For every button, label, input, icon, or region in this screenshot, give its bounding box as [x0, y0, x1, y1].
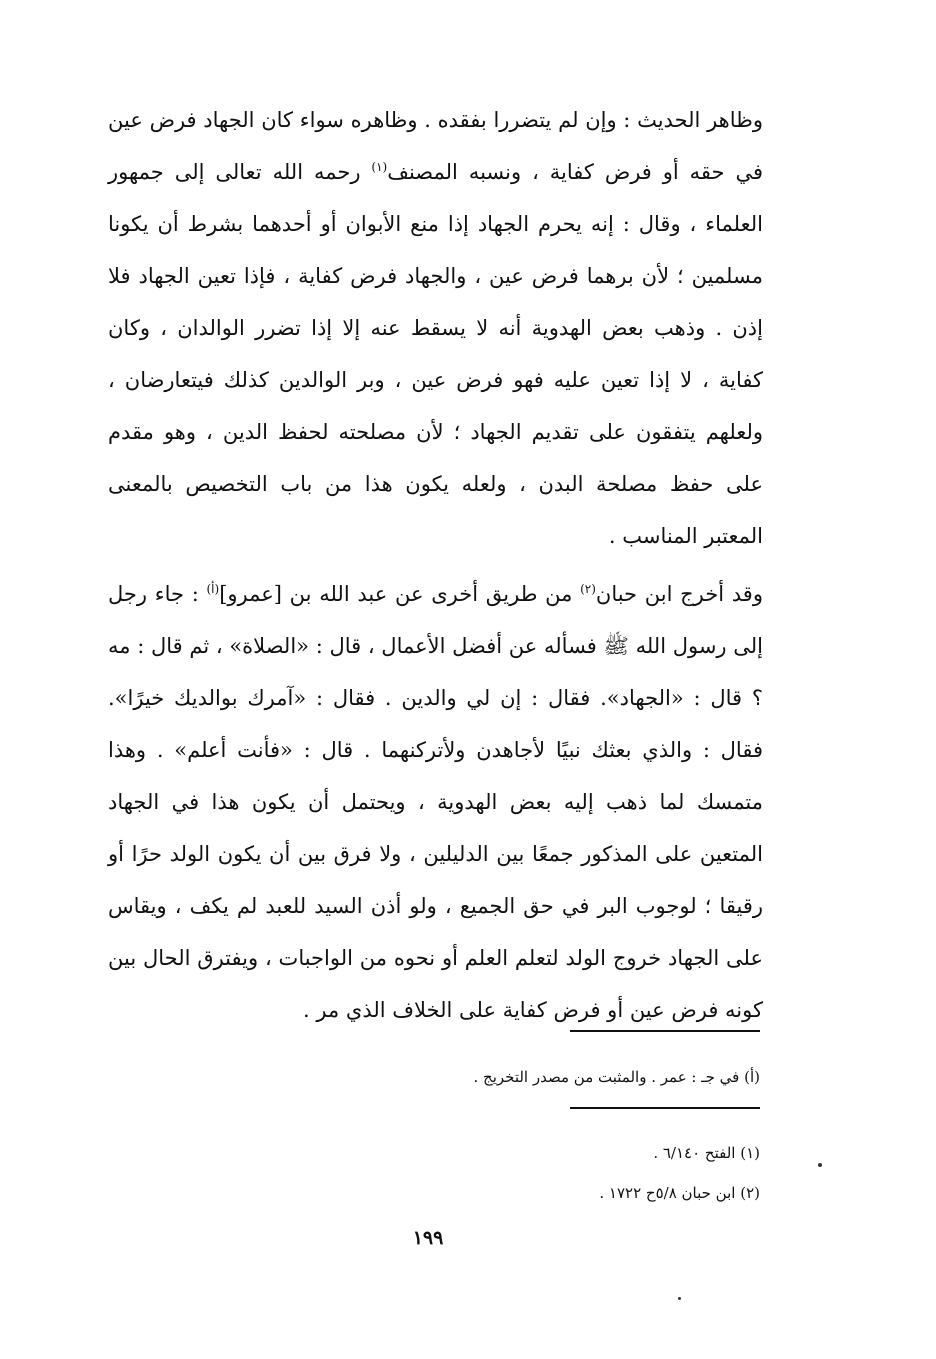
footnote-2: (٢) ابن حبان ٥/٨ح ١٧٢٢ .	[599, 1184, 760, 1202]
paragraph-1	[108, 94, 763, 562]
paragraph-2	[108, 568, 763, 1036]
paragraph-1-text-cont: رحمه الله تعالى إلى جمهور العلماء ، وقال : إنه يحرم الجهاد إذا منع الأبوان أو أحدهما بشرط أن يكونا مسلمين ؛ لأن برهما فرض عين ، والجهاد فرض كفاية ، فإذا تعين الجهاد فلا إذن . وذهب بعض الهدوية أنه لا يسقط عنه إلا إذا تضرر الوالدان ، وكان كفاية ، لا إذا تعين عليه فهو فرض عين ، وبر الوالدين كذلك فيتعارضان ، ولعلهم يتفقون على تقديم الجهاد ؛ لأن مصلحته لحفظ الدين ، وهو مقدم على حفظ مصلحة البدن ، ولعله يكون هذا من باب التخصيص بالمعنى المعتبر المناسب .	[108, 160, 763, 548]
paragraph-2-text-end: : جاء رجل إلى رسول الله ﷺ فسأله عن أفضل الأعمال ، قال : «الصلاة» ، ثم قال : مه ؟ قال : «الجهاد». فقال : إن لي والدين . فقال : «آمرك بوالديك خيرًا». فقال : والذي بعثك نبيًا لأجاهدن ولأتركنهما . قال : «فأنت أعلم» . وهذا متمسك لما ذهب إليه بعض الهدوية ، ويحتمل أن يكون هذا في الجهاد المتعين على المذكور جمعًا بين الدليلين ، ولا فرق بين أن يكون الولد حرًا أو رقيقا ؛ لوجوب البر في حق الجميع ، ولو أذن السيد للعبد لم يكف ، ويقاس على الجهاد خروج الولد لتعلم العلم أو نحوه من الواجبات ، ويفترق الحال بين كونه فرض عين أو فرض كفاية على الخلاف الذي مر .	[108, 582, 763, 1022]
paragraph-1-text: وظاهر الحديث : وإن لم يتضررا بفقده . وظاهره سواء كان الجهاد فرض عين في حقه أو فرض كفاية ، ونسبه المصنف	[108, 108, 763, 184]
scan-speck	[818, 1163, 822, 1167]
footnote-divider-2	[570, 1107, 760, 1109]
page-number: ١٩٩	[412, 1227, 444, 1249]
variant-note: (أ) في جـ : عمر . والمثبت من مصدر التخريج .	[473, 1068, 760, 1086]
footnote-divider-1	[570, 1030, 760, 1032]
footnote-ref-1: (١)	[371, 160, 388, 174]
paragraph-2-text-start: وقد أخرج ابن حبان	[595, 582, 763, 606]
variant-note-ref: (أ)	[206, 582, 220, 596]
scan-speck	[678, 1297, 681, 1300]
footnote-ref-2: (٢)	[580, 582, 596, 596]
paragraph-2-text-middle: من طريق أخرى عن عبد الله بن [عمرو]	[219, 582, 581, 606]
footnote-1: (١) الفتح ٦/١٤٠ .	[653, 1144, 760, 1162]
